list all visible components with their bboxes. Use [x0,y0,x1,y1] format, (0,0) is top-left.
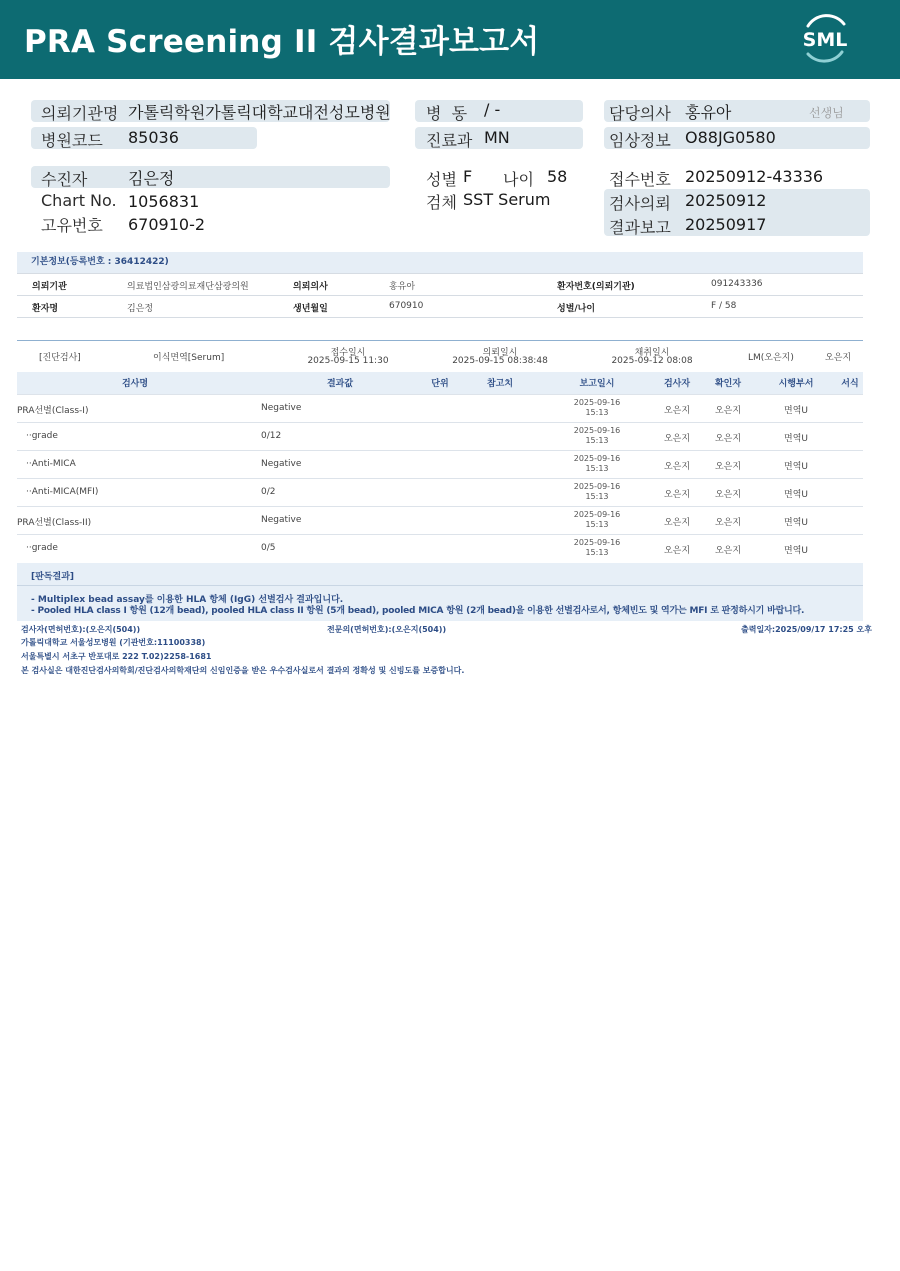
row-dept: 면역U [784,406,808,416]
interpretation-line-2: - Pooled HLA class I 항원 (12개 bead), pooled HLA class II 항원 (5개 bead), pooled MICA 항원 (2개 bead)을 이용한 선별검사로서, 항체빈도 및 역가는 MFI 로 판정하시기 바랍니다. [31,606,805,616]
doctor-value: 홍유아 [685,103,732,122]
basic-patno-value: 091243336 [711,279,763,289]
divider [17,450,863,451]
row-confirmer: 오은지 [714,518,742,528]
footer-printed: 출력일자:2025/09/17 17:25 오후 [741,625,872,634]
row-report-time: 15:13 [585,520,609,529]
exam-lm: LM(오은지) [748,353,794,363]
row-report-date: 2025-09-16 [573,454,621,463]
row-dept: 면역U [784,434,808,444]
row-dept: 면역U [784,462,808,472]
basic-sexage-value: F / 58 [711,301,737,311]
basic-doctor-value: 홍유아 [389,282,416,292]
footer-specialist: 전문의(면허번호):(오은지(504)) [327,625,447,634]
col-tester: 검사자 [663,379,691,389]
row-report-date: 2025-09-16 [573,510,621,519]
hospital-code-label: 병원코드 [41,131,103,150]
row-tester: 오은지 [663,546,691,556]
basic-inst-label: 의뢰기관 [32,282,67,292]
receipt-value: 20250912-43336 [685,167,824,186]
receipt-label: 접수번호 [609,170,671,189]
col-result: 결과값 [326,379,354,389]
row-dept: 면역U [784,546,808,556]
divider [17,317,863,318]
requested-value: 2025-09-15 08:38:48 [452,356,548,366]
divider [17,295,863,296]
report-label: 결과보고 [609,218,671,237]
row-confirmer: 오은지 [714,406,742,416]
sml-logo [796,12,854,66]
chart-value: 1056831 [128,192,200,211]
clinical-value: O88JG0580 [685,128,776,147]
basic-doctor-label: 의뢰의사 [293,282,328,292]
clinical-label: 임상정보 [609,131,671,150]
requested-label: 의뢰일시 [482,348,518,358]
row-test-name: PRA선별(Class-I) [17,406,89,416]
request-label: 검사의뢰 [609,194,671,213]
row-report-date: 2025-09-16 [573,538,621,547]
dept-value: MN [484,128,510,147]
ward-value: / - [484,100,501,119]
row-tester: 오은지 [663,462,691,472]
row-result: 0/5 [261,543,276,553]
divider [17,534,863,535]
col-unit: 단위 [431,379,449,389]
basic-name-value: 김은정 [127,304,154,314]
footer-hospital: 가톨릭대학교 서울성모병원 (기관번호:11100338) [21,638,206,647]
row-test-name: ··Anti-MICA [26,459,76,469]
row-report-date: 2025-09-16 [573,482,621,491]
age-label: 나이 [503,170,534,189]
row-report-time: 15:13 [585,492,609,501]
hospital-code-value: 85036 [128,128,179,147]
row-report-time: 15:13 [585,464,609,473]
row-report-date: 2025-09-16 [573,426,621,435]
row-test-name: ··grade [26,543,58,553]
row-dept: 면역U [784,490,808,500]
chart-label: Chart No. [41,191,117,210]
row-report-time: 15:13 [585,436,609,445]
col-form: 서식 [841,379,859,389]
doctor-label: 담당의사 [609,104,671,123]
row-report-time: 15:13 [585,548,609,557]
col-report-date: 보고일시 [579,379,615,389]
row-result: Negative [261,459,302,469]
footer-certification: 본 검사실은 대한진단검사의학회/진단검사의학재단의 신임인증을 받은 우수검사실로서 결과의 정확성 및 신빙도를 보증합니다. [21,666,465,675]
specimen-value: SST Serum [463,190,551,209]
footer-tester: 검사자(면허번호):(오은지(504)) [21,625,141,634]
interpretation-line-1: - Multiplex bead assay를 이용한 HLA 항체 (IgG) 선별검사 결과입니다. [31,595,344,605]
basic-info-header: 기본정보(등록번호 : 36412422) [17,252,863,273]
svg-text:SML: SML [802,29,848,51]
footer-address: 서울특별시 서초구 반포대로 222 T.02)2258-1681 [21,652,212,661]
basic-sexage-label: 성별/나이 [557,304,596,314]
specimen-label: 검체 [426,193,457,212]
divider [17,422,863,423]
basic-name-label: 환자명 [32,304,59,314]
row-confirmer: 오은지 [714,434,742,444]
row-confirmer: 오은지 [714,546,742,556]
basic-inst-value: 의료법인삼광의료재단삼광의원 [127,282,249,292]
sex-label: 성별 [426,170,457,189]
collected-label: 채취일시 [634,348,670,358]
ward-label: 병 동 [426,104,468,123]
collected-value: 2025-09-12 08:08 [611,356,693,366]
divider [17,585,863,586]
patient-value: 김은정 [128,169,175,188]
row-dept: 면역U [784,518,808,528]
basic-birth-label: 생년월일 [293,304,328,314]
row-result: 0/2 [261,487,276,497]
request-value: 20250912 [685,191,767,210]
row-confirmer: 오은지 [714,462,742,472]
row-report-time: 15:13 [585,408,609,417]
doctor-suffix: 선생님 [809,106,844,120]
row-report-date: 2025-09-16 [573,398,621,407]
dept-label: 진료과 [426,131,473,150]
institution-value: 가톨릭학원가톨릭대학교대전성모병원 [128,103,391,122]
sex-value: F [463,167,473,186]
report-value: 20250917 [685,215,767,234]
divider [17,506,863,507]
row-test-name: PRA선별(Class-II) [17,518,92,528]
row-test-name: ··Anti-MICA(MFI) [26,487,99,497]
row-tester: 오은지 [663,434,691,444]
unique-label: 고유번호 [41,216,103,235]
row-result: 0/12 [261,431,282,441]
row-result: Negative [261,403,302,413]
divider [17,273,863,274]
unique-value: 670910-2 [128,215,206,234]
divider [17,340,863,341]
exam-specimen: 이식면역[Serum] [153,353,225,363]
patient-label: 수진자 [41,170,88,189]
row-confirmer: 오은지 [714,490,742,500]
age-value: 58 [547,167,568,186]
received-value: 2025-09-15 11:30 [307,356,389,366]
col-reference: 참고치 [486,379,514,389]
report-title: PRA Screening II 검사결과보고서 [24,24,540,60]
institution-label: 의뢰기관명 [41,104,119,123]
basic-birth-value: 670910 [389,301,424,311]
exam-tech: 오은지 [825,353,852,363]
row-tester: 오은지 [663,518,691,528]
received-label: 접수일시 [330,348,366,358]
interpretation-title: [판독결과] [31,572,75,582]
row-tester: 오은지 [663,490,691,500]
exam-category: [진단검사] [39,353,81,363]
divider [17,478,863,479]
col-test-name: 검사명 [121,379,149,389]
row-tester: 오은지 [663,406,691,416]
row-test-name: ··grade [26,431,58,441]
row-result: Negative [261,515,302,525]
sml-logo-icon [796,12,854,66]
basic-patno-label: 환자번호(의뢰기관) [557,282,635,292]
divider [17,394,863,395]
col-dept: 시행부서 [778,379,814,389]
col-confirmer: 확인자 [714,379,742,389]
